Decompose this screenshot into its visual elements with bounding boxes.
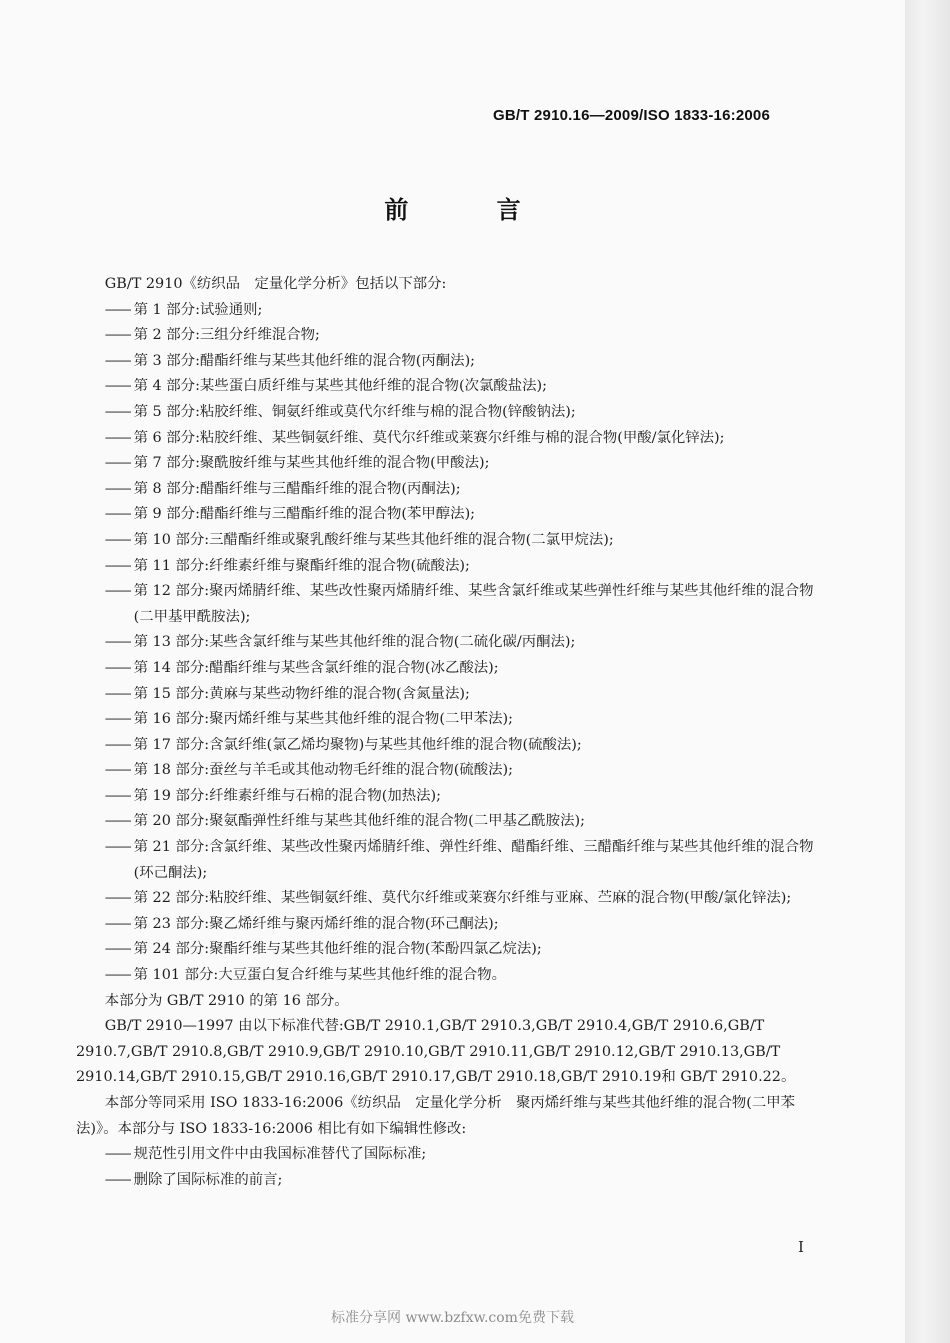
list-dash: —— <box>104 506 130 523</box>
part-item-text: 第 15 部分:黄麻与某些动物纤维的混合物(含氮量法); <box>133 685 470 702</box>
list-dash: —— <box>104 1146 130 1163</box>
list-dash: —— <box>104 890 130 907</box>
part-item <box>105 451 821 477</box>
part-item-text: 第 7 部分:聚酰胺纤维与某些其他纤维的混合物(甲酸法); <box>133 455 490 472</box>
page-edge-shade <box>905 0 950 1343</box>
page-number: I <box>798 1238 804 1256</box>
part-item-text: 第 19 部分:纤维素纤维与石棉的混合物(加热法); <box>133 787 442 804</box>
part-item-text: 第 13 部分:某些含氯纤维与某些其他纤维的混合物(二硫化碳/丙酮法); <box>133 634 576 651</box>
intro-paragraph: GB/T 2910《纺织品 定量化学分析》包括以下部分: <box>104 276 447 292</box>
list-dash: —— <box>104 967 130 984</box>
part-item-text: 第 10 部分:三醋酯纤维或聚乳酸纤维与某些其他纤维的混合物(二氯甲烷法); <box>133 531 614 548</box>
foreword-body <box>76 272 821 1193</box>
part-item-text: 第 20 部分:聚氨酯弹性纤维与某些其他纤维的混合物(二甲基乙酰胺法); <box>133 813 585 830</box>
list-dash: —— <box>104 403 130 420</box>
list-dash: —— <box>104 659 130 676</box>
list-dash: —— <box>104 1171 130 1188</box>
part-item <box>105 733 821 759</box>
part-item <box>105 400 821 426</box>
part-item <box>105 502 821 528</box>
part-item-text: 第 8 部分:醋酯纤维与三醋酯纤维的混合物(丙酮法); <box>133 480 461 497</box>
parts-list <box>76 298 821 989</box>
part-item <box>105 630 821 656</box>
list-dash: —— <box>104 711 130 728</box>
list-dash: —— <box>104 787 130 804</box>
standard-code: GB/T 2910.16—2009/ISO 1833-16:2006 <box>493 107 770 124</box>
list-dash: —— <box>104 839 130 856</box>
part-item-text: 第 17 部分:含氯纤维(氯乙烯均聚物)与某些其他纤维的混合物(硫酸法); <box>133 736 582 753</box>
part-item <box>105 554 821 580</box>
part-item-text: 第 9 部分:醋酯纤维与三醋酯纤维的混合物(苯甲醇法); <box>133 506 476 523</box>
part-item <box>105 656 821 682</box>
part-item <box>105 886 821 912</box>
part-item-text: 第 101 部分:大豆蛋白复合纤维与某些其他纤维的混合物。 <box>133 967 507 984</box>
part-item <box>105 963 821 989</box>
list-dash: —— <box>104 531 130 548</box>
part-item <box>105 682 821 708</box>
part-item <box>105 579 821 630</box>
part-item <box>105 298 821 324</box>
part-statement: 本部分为 GB/T 2910 的第 16 部分。 <box>104 992 349 1009</box>
part-item-text: 第 24 部分:聚酯纤维与某些其他纤维的混合物(苯酚四氯乙烷法); <box>133 941 542 958</box>
modification-item <box>105 1168 821 1194</box>
modifications-list <box>76 1142 821 1193</box>
list-dash: —— <box>104 455 130 472</box>
part-item-text: 第 16 部分:聚丙烯纤维与某些其他纤维的混合物(二甲苯法); <box>133 711 513 728</box>
part-item <box>105 809 821 835</box>
part-item-text: 第 14 部分:醋酯纤维与某些含氯纤维的混合物(冰乙酸法); <box>133 659 499 676</box>
part-item <box>105 912 821 938</box>
part-item-text: 第 18 部分:蚕丝与羊毛或其他动物毛纤维的混合物(硫酸法); <box>133 762 513 779</box>
part-item <box>105 937 821 963</box>
part-item-text: 第 2 部分:三组分纤维混合物; <box>133 327 320 344</box>
list-dash: —— <box>104 327 130 344</box>
part-item-text: 第 5 部分:粘胶纤维、铜氨纤维或莫代尔纤维与棉的混合物(锌酸钠法); <box>133 403 576 420</box>
part-item-text: 第 12 部分:聚丙烯腈纤维、某些改性聚丙烯腈纤维、某些含氯纤维或某些弹性纤维与某些其他纤维的混合物(二甲基甲酰胺法); <box>133 583 814 625</box>
list-dash: —— <box>104 480 130 497</box>
modification-item <box>105 1142 821 1168</box>
list-dash: —— <box>104 352 130 369</box>
list-dash: —— <box>104 813 130 830</box>
part-item <box>105 707 821 733</box>
part-item-text: 第 23 部分:聚乙烯纤维与聚丙烯纤维的混合物(环己酮法); <box>133 915 499 932</box>
list-dash: —— <box>104 301 130 318</box>
list-dash: —— <box>104 685 130 702</box>
adoption-paragraph: 本部分等同采用 ISO 1833-16:2006《纺织品 定量化学分析 聚丙烯纤维与某些其他纤维的混合物(二甲苯法)》。本部分与 ISO 1833-16:2006 相比有如下编辑性修改: <box>76 1095 796 1137</box>
list-dash: —— <box>104 557 130 574</box>
replacement-paragraph: GB/T 2910—1997 由以下标准代替:GB/T 2910.1,GB/T 2910.3,GB/T 2910.4,GB/T 2910.6,GB/T 2910.7,GB/T 2910.8,GB/T 2910.9,GB/T 2910.10,GB/T 2910.11,GB/T 2910.12,GB/T 2910.13,GB/T 2910.14,GB/T 2910.15,GB/T 2910.16,GB/T 2910.17,GB/T 2910.18,GB/T 2910.19和 GB/T 2910.22。 <box>76 1018 796 1086</box>
part-item <box>105 374 821 400</box>
part-item-text: 第 21 部分:含氯纤维、某些改性聚丙烯腈纤维、弹性纤维、醋酯纤维、三醋酯纤维与某些其他纤维的混合物(环己酮法); <box>133 839 814 881</box>
list-dash: —— <box>104 634 130 651</box>
part-item-text: 第 6 部分:粘胶纤维、某些铜氨纤维、莫代尔纤维或莱赛尔纤维与棉的混合物(甲酸/氯化锌法); <box>133 429 725 446</box>
part-item-text: 第 3 部分:醋酯纤维与某些其他纤维的混合物(丙酮法); <box>133 352 476 369</box>
list-dash: —— <box>104 762 130 779</box>
part-item <box>105 528 821 554</box>
list-dash: —— <box>104 941 130 958</box>
list-dash: —— <box>104 915 130 932</box>
list-dash: —— <box>104 378 130 395</box>
part-item-text: 第 22 部分:粘胶纤维、某些铜氨纤维、莫代尔纤维或莱赛尔纤维与亚麻、苎麻的混合物(甲酸/氯化锌法); <box>133 890 792 907</box>
part-item <box>105 758 821 784</box>
list-dash: —— <box>104 736 130 753</box>
list-dash: —— <box>104 429 130 446</box>
part-item <box>105 323 821 349</box>
part-item <box>105 477 821 503</box>
watermark-text: 标准分享网 www.bzfxw.com免费下载 <box>331 1310 574 1326</box>
part-item <box>105 835 821 886</box>
part-item-text: 第 1 部分:试验通则; <box>133 301 263 318</box>
modification-item-text: 规范性引用文件中由我国标准替代了国际标准; <box>133 1146 427 1163</box>
modification-item-text: 删除了国际标准的前言; <box>133 1171 283 1188</box>
part-item <box>105 784 821 810</box>
part-item <box>105 349 821 375</box>
part-item-text: 第 4 部分:某些蛋白质纤维与某些其他纤维的混合物(次氯酸盐法); <box>133 378 547 395</box>
page-title: 前 言 <box>384 196 561 224</box>
part-item-text: 第 11 部分:纤维素纤维与聚酯纤维的混合物(硫酸法); <box>133 557 470 574</box>
part-item <box>105 426 821 452</box>
list-dash: —— <box>104 583 130 600</box>
